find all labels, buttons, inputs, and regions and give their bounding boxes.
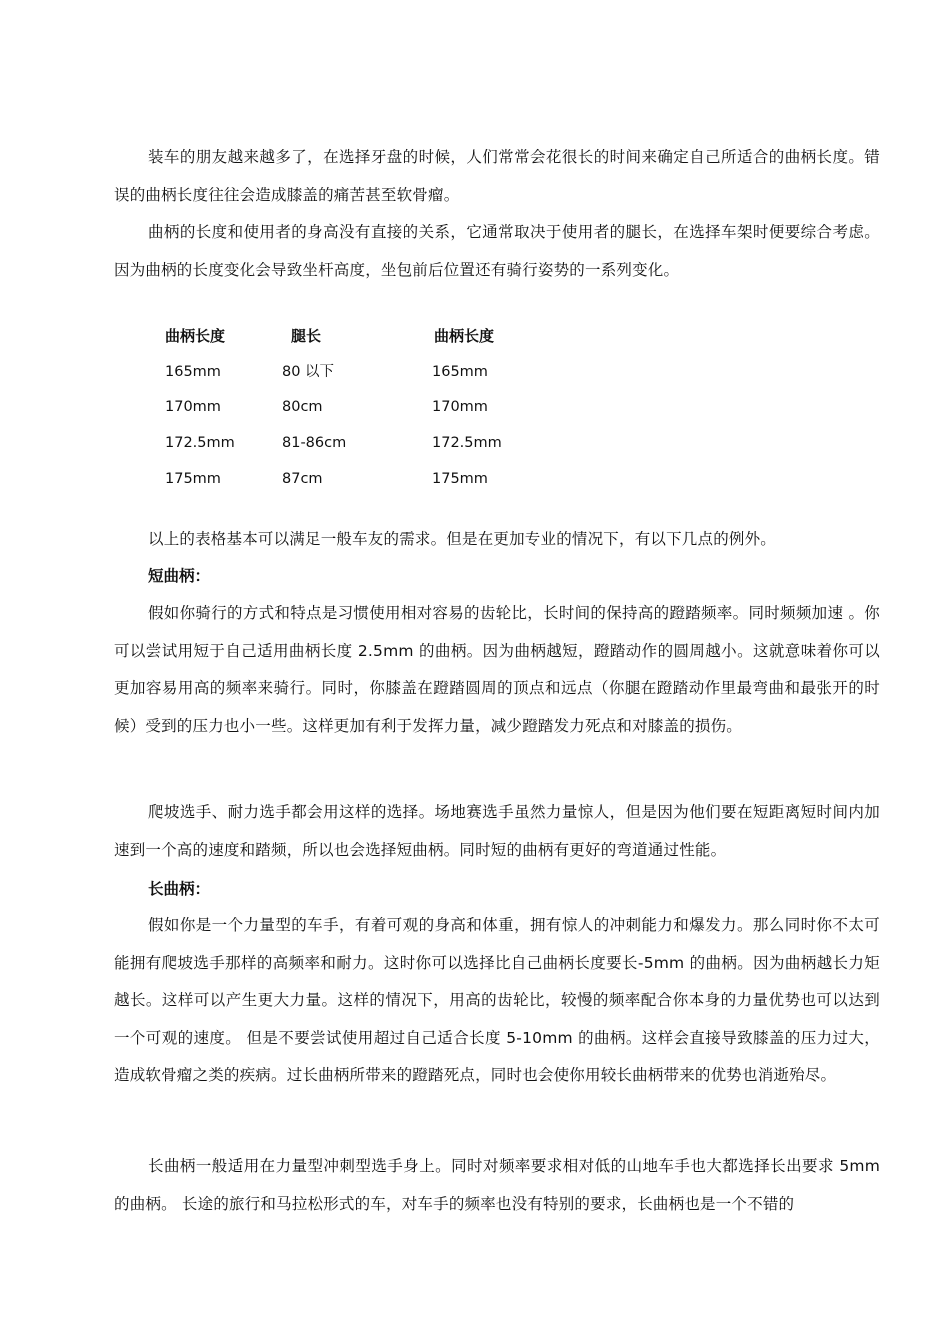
paragraph-long-crank-usage: 长曲柄一般适用在力量型冲刺型选手身上。同时对频率要求相对低的山地车手也大都选择长出要求 5mm 的曲柄。 长途的旅行和马拉松形式的车，对车手的频率也没有特别的要求，长曲柄也是一个不错的 bbox=[114, 1157, 880, 1213]
table-cell: 80cm bbox=[282, 399, 323, 415]
table-cell: 165mm bbox=[432, 364, 488, 380]
paragraph-intro: 装车的朋友越来越多了，在选择牙盘的时候，人们常常会花很长的时间来确定自己所适合的曲柄长度。错误的曲柄长度往往会造成膝盖的痛苦甚至软骨瘤。 bbox=[114, 148, 880, 204]
table-header-crank-length-2: 曲柄长度 bbox=[434, 327, 495, 345]
paragraph-long-crank: 假如你是一个力量型的车手，有着可观的身高和体重，拥有惊人的冲刺能力和爆发力。那么同时你不太可能拥有爬坡选手那样的高频率和耐力。这时你可以选择比自己曲柄长度要长-5mm 的曲柄。因为曲柄越长力矩越长。这样可以产生更大力量。这样的情况下，用高的齿轮比，较慢的频率配合你本身的力量优势也可以达到一个可观的速度。 但是不要尝试使用超过自己适合长度 5-10mm 的曲柄。这样会直接导致膝盖的压力过大，造成软骨瘤之类的疾病。过长曲柄所带来的蹬踏死点，同时也会使你用较长曲柄带来的优势也消逝殆尽。 bbox=[114, 916, 880, 1084]
paragraph-leg-length: 曲柄的长度和使用者的身高没有直接的关系，它通常取决于使用者的腿长，在选择车架时便要综合考虑。因为曲柄的长度变化会导致坐杆高度，坐包前后位置还有骑行姿势的一系列变化。 bbox=[114, 223, 880, 279]
table-row bbox=[0, 469, 950, 489]
table-cell: 165mm bbox=[165, 364, 221, 380]
table-cell: 172.5mm bbox=[165, 435, 235, 451]
table-cell: 175mm bbox=[165, 471, 221, 487]
paragraph-climbers: 爬坡选手、耐力选手都会用这样的选择。场地赛选手虽然力量惊人，但是因为他们要在短距离短时间内加速到一个高的速度和踏频，所以也会选择短曲柄。同时短的曲柄有更好的弯道通过性能。 bbox=[114, 803, 880, 859]
table-cell: 170mm bbox=[432, 399, 488, 415]
paragraph-short-crank: 假如你骑行的方式和特点是习惯使用相对容易的齿轮比，长时间的保持高的蹬踏频率。同时频频加速 。你可以尝试用短于自己适用曲柄长度 2.5mm 的曲柄。因为曲柄越短，蹬踏动作的圆周越小。这就意味着你可以更加容易用高的频率来骑行。同时，你膝盖在蹬踏圆周的顶点和远点（你腿在蹬踏动作里最弯曲和最张开的时候）受到的压力也小一些。这样更加有利于发挥力量，减少蹬踏发力死点和对膝盖的损伤。 bbox=[114, 604, 880, 735]
table-row bbox=[0, 362, 950, 382]
table-header-row bbox=[0, 326, 950, 346]
table-cell: 175mm bbox=[432, 471, 488, 487]
table-row bbox=[0, 433, 950, 453]
paragraph-table-note: 以上的表格基本可以满足一般车友的需求。但是在更加专业的情况下，有以下几点的例外。 bbox=[148, 530, 777, 548]
table-header-leg-length: 腿长 bbox=[291, 327, 322, 345]
heading-short-crank: 短曲柄： bbox=[148, 567, 211, 585]
table-cell: 81-86cm bbox=[282, 435, 347, 451]
table-header-crank-length: 曲柄长度 bbox=[165, 327, 226, 345]
table-cell: 87cm bbox=[282, 471, 323, 487]
table-cell: 170mm bbox=[165, 399, 221, 415]
table-row bbox=[0, 397, 950, 417]
table-cell: 172.5mm bbox=[432, 435, 502, 451]
heading-long-crank: 长曲柄： bbox=[148, 880, 211, 898]
table-cell: 80 以下 bbox=[282, 364, 335, 380]
